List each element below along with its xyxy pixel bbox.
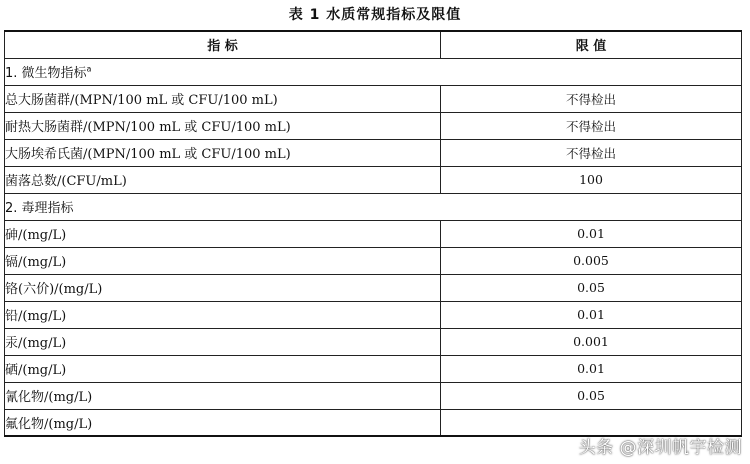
limit-cell: 0.05	[441, 274, 742, 301]
header-indicator: 指 标	[5, 31, 441, 58]
table-row	[5, 274, 742, 301]
table-row	[5, 220, 742, 247]
section-label-text: 2. 毒理指标	[5, 201, 74, 216]
indicator-cell: 铅/(mg/L)	[5, 301, 441, 328]
table-title: 表 1 水质常规指标及限值	[288, 7, 462, 23]
section-label	[5, 58, 742, 85]
table-row	[5, 355, 742, 382]
limit-cell: 0.01	[441, 301, 742, 328]
section-label-text: 1. 微生物指标	[5, 66, 87, 81]
table-body	[5, 58, 742, 436]
limit-cell	[441, 409, 742, 436]
table-row	[5, 247, 742, 274]
table-row	[5, 409, 742, 436]
limit-cell: 不得检出	[441, 139, 742, 166]
table-row	[5, 139, 742, 166]
indicator-cell: 耐热大肠菌群/(MPN/100 mL 或 CFU/100 mL)	[5, 112, 441, 139]
table-row	[5, 328, 742, 355]
indicator-cell: 镉/(mg/L)	[5, 247, 441, 274]
table-header-row	[5, 31, 742, 58]
indicator-cell: 总大肠菌群/(MPN/100 mL 或 CFU/100 mL)	[5, 85, 441, 112]
limit-cell: 0.005	[441, 247, 742, 274]
limit-cell: 不得检出	[441, 85, 742, 112]
table-row	[5, 85, 742, 112]
indicator-cell: 菌落总数/(CFU/mL)	[5, 166, 441, 193]
limit-cell: 不得检出	[441, 112, 742, 139]
indicator-cell: 氰化物/(mg/L)	[5, 382, 441, 409]
footnote-marker: a	[86, 64, 92, 74]
indicator-cell: 大肠埃希氏菌/(MPN/100 mL 或 CFU/100 mL)	[5, 139, 441, 166]
section-row	[5, 193, 742, 220]
water-quality-table	[4, 30, 742, 437]
limit-cell: 100	[441, 166, 742, 193]
table-row	[5, 166, 742, 193]
table-row	[5, 382, 742, 409]
table-row	[5, 112, 742, 139]
table-row	[5, 301, 742, 328]
indicator-cell: 硒/(mg/L)	[5, 355, 441, 382]
indicator-cell: 汞/(mg/L)	[5, 328, 441, 355]
limit-cell: 0.001	[441, 328, 742, 355]
indicator-cell: 铬(六价)/(mg/L)	[5, 274, 441, 301]
header-limit: 限 值	[441, 31, 742, 58]
watermark: 头条 @深圳帆宇检测	[578, 438, 742, 458]
limit-cell: 0.01	[441, 220, 742, 247]
limit-cell: 0.01	[441, 355, 742, 382]
section-label	[5, 193, 742, 220]
indicator-cell: 氟化物/(mg/L)	[5, 409, 441, 436]
limit-cell: 0.05	[441, 382, 742, 409]
indicator-cell: 砷/(mg/L)	[5, 220, 441, 247]
section-row	[5, 58, 742, 85]
